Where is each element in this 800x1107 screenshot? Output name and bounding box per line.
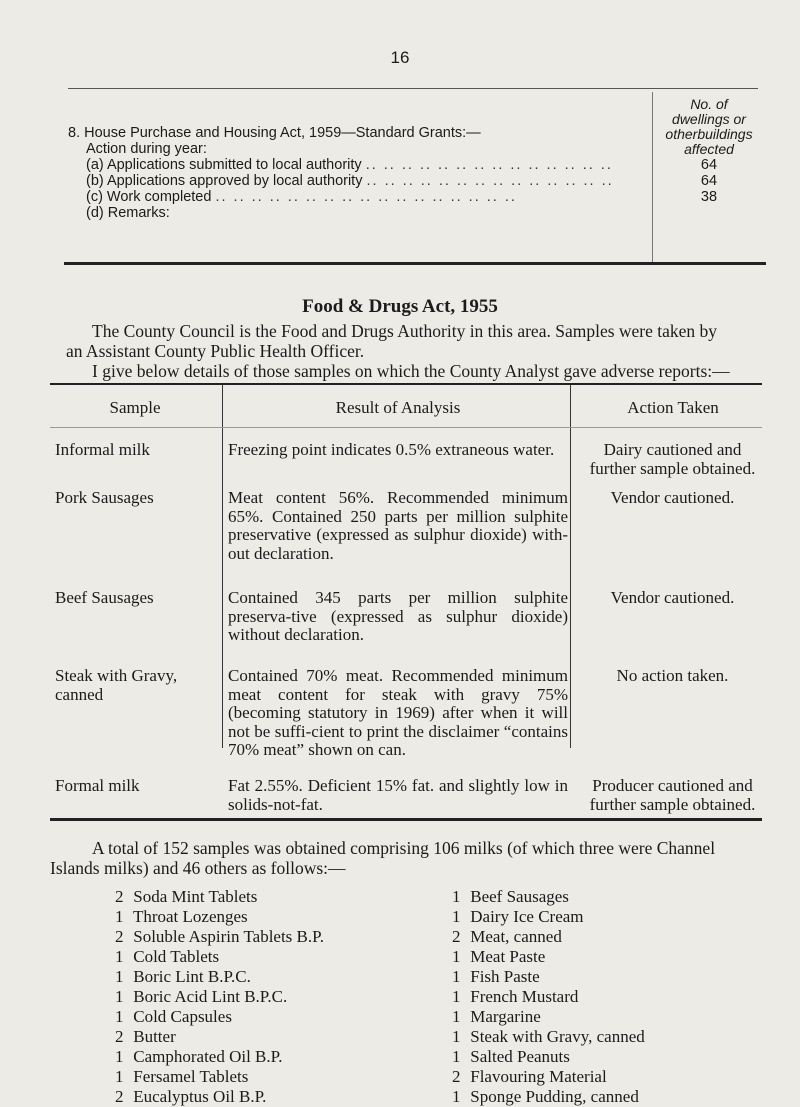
- list-item-name: Salted Peanuts: [470, 1047, 570, 1066]
- list-item-name: Dairy Ice Cream: [470, 907, 584, 926]
- table-header-sample: Sample: [109, 398, 161, 417]
- list-item-name: Sponge Pudding, canned: [470, 1087, 639, 1106]
- list-item-quantity: 2: [115, 1027, 124, 1046]
- list-item-quantity: 1: [115, 987, 124, 1006]
- dwellings-header-line: No. of: [690, 96, 728, 112]
- list-item: [115, 947, 324, 967]
- housing-item-label: (c) Work completed: [86, 190, 212, 205]
- table-cell-result: Contained 70% meat. Recommended minimum meat content for steak with gravy 75% (becoming statutory in 1969) after when it will not be suffi-cient to print the disclaimer “contains 70% meat” shown on can.: [228, 666, 568, 759]
- list-item-quantity: 1: [452, 1027, 461, 1046]
- housing-value-c: 38: [700, 189, 718, 205]
- table-cell-result: Fat 2.55%. Deficient 15% fat. and slightly low in solids-not-fat.: [228, 776, 568, 814]
- list-item: [452, 1027, 645, 1047]
- table-cell-sample: [55, 667, 215, 704]
- list-item: [452, 1007, 645, 1027]
- list-item-name: Margarine: [470, 1007, 541, 1026]
- table-cell-action: Vendor cautioned.: [610, 488, 735, 507]
- list-item-quantity: 1: [452, 987, 461, 1006]
- table-cell-action: Dairy cautioned and further sample obtained.: [589, 440, 756, 478]
- table-cell-action: Producer cautioned and further sample obtained.: [589, 776, 756, 814]
- list-item-quantity: 1: [115, 1007, 124, 1026]
- section-title: Food & Drugs Act, 1955: [302, 296, 498, 317]
- intro-line: The County Council is the Food and Drugs Authority in this area. Samples were taken by: [92, 321, 718, 341]
- list-item-quantity: 1: [452, 947, 461, 966]
- list-item-quantity: 1: [452, 967, 461, 986]
- list-item-name: Boric Lint B.P.C.: [133, 967, 251, 986]
- list-item: [452, 1087, 645, 1107]
- list-item-name: Soda Mint Tablets: [133, 887, 258, 906]
- list-item-quantity: 1: [115, 947, 124, 966]
- housing-item-d: (d) Remarks:: [86, 205, 170, 221]
- list-item-name: Flavouring Material: [470, 1067, 607, 1086]
- list-item-name: Throat Lozenges: [132, 907, 248, 926]
- dwellings-header-line: dwellings or: [672, 111, 746, 127]
- list-item-quantity: 2: [452, 1067, 461, 1086]
- list-item-quantity: 1: [452, 1087, 461, 1106]
- list-item-name: Fish Paste: [470, 967, 540, 986]
- list-item-name: Camphorated Oil B.P.: [133, 1047, 283, 1066]
- list-item-quantity: 1: [452, 887, 461, 906]
- list-item-name: Cold Tablets: [133, 947, 220, 966]
- table-column-rule: [222, 385, 223, 748]
- page-number: 16: [390, 48, 410, 67]
- list-item-name: Eucalyptus Oil B.P.: [133, 1087, 267, 1106]
- list-item: [115, 927, 324, 947]
- list-item-name: Boric Acid Lint B.P.C.: [133, 987, 288, 1006]
- list-item-name: French Mustard: [470, 987, 579, 1006]
- list-item: [115, 1067, 324, 1087]
- housing-heading: 8. House Purchase and Housing Act, 1959—Standard Grants:—: [68, 125, 481, 141]
- list-item-quantity: 1: [115, 1047, 124, 1066]
- list-item: [452, 1067, 645, 1087]
- list-item-name: Steak with Gravy, canned: [470, 1027, 645, 1046]
- list-item: [115, 1087, 324, 1107]
- table-cell-sample: Informal milk: [55, 440, 150, 459]
- table-header-result: Result of Analysis: [335, 398, 461, 417]
- list-item-name: Fersamel Tablets: [133, 1067, 249, 1086]
- list-item-quantity: 1: [115, 967, 124, 986]
- list-item-name: Beef Sausages: [470, 887, 569, 906]
- list-item-quantity: 1: [115, 1067, 124, 1086]
- table-header-action: Action Taken: [627, 398, 719, 417]
- list-item: [115, 887, 324, 907]
- list-item-quantity: 2: [115, 887, 124, 906]
- intro-line: I give below details of those samples on which the County Analyst gave adverse reports:—: [92, 361, 730, 381]
- list-item-quantity: 2: [115, 1087, 124, 1106]
- list-item: [452, 927, 645, 947]
- housing-value-b: 64: [700, 173, 718, 189]
- top-rule: [68, 88, 758, 89]
- list-item-quantity: 1: [452, 1047, 461, 1066]
- housing-item-b: (b) Applications approved by local authority .. .. .. .. .. .. .. .. .. .. .. .. .. ..: [86, 174, 614, 189]
- housing-item-label: (b) Applications approved by local authority: [86, 174, 363, 189]
- list-item-quantity: 1: [452, 907, 461, 926]
- list-item: [452, 987, 645, 1007]
- list-item-quantity: 1: [452, 1007, 461, 1026]
- table-header-rule: [50, 427, 762, 428]
- list-item: [115, 1007, 324, 1027]
- list-item: [115, 987, 324, 1007]
- table-cell-sample: Beef Sausages: [55, 588, 154, 607]
- list-item-name: Meat, canned: [470, 927, 562, 946]
- sample-list-left: [115, 887, 324, 1107]
- table-bottom-rule: [50, 818, 762, 821]
- list-item: [452, 947, 645, 967]
- table-cell-action: No action taken.: [616, 666, 729, 685]
- housing-value-a: 64: [700, 157, 718, 173]
- table-top-rule: [50, 383, 762, 385]
- table-cell-sample: Formal milk: [55, 776, 140, 795]
- list-item: [115, 967, 324, 987]
- table-cell-result: Freezing point indicates 0.5% extraneous water.: [228, 440, 555, 459]
- housing-subheading: Action during year:: [86, 141, 207, 157]
- housing-item-a: (a) Applications submitted to local authority .. .. .. .. .. .. .. .. .. .. .. .. .. ..: [86, 158, 613, 173]
- housing-item-c: (c) Work completed .. .. .. .. .. .. .. .. .. .. .. .. .. .. .. .. ..: [86, 190, 517, 205]
- summary-line: A total of 152 samples was obtained comprising 106 milks (of which three were Channel: [92, 838, 716, 858]
- table-column-rule: [570, 385, 571, 748]
- list-item-name: Cold Capsules: [133, 1007, 232, 1026]
- dwellings-header-line: affected: [684, 141, 734, 157]
- list-item-quantity: 2: [452, 927, 461, 946]
- table-cell-sample: Pork Sausages: [55, 488, 154, 507]
- list-item-name: Soluble Aspirin Tablets B.P.: [133, 927, 324, 946]
- list-item: [115, 1027, 324, 1047]
- table-cell-result: Meat content 56%. Recommended minimum 65%. Contained 250 parts per million sulphite preservative (expressed as sulphur dioxide) with-out declaration.: [228, 488, 568, 563]
- list-item-name: Meat Paste: [470, 947, 546, 966]
- list-item: [452, 907, 645, 927]
- sample-list-right: [452, 887, 645, 1107]
- list-item: [115, 907, 324, 927]
- housing-item-label: (a) Applications submitted to local authority: [86, 158, 362, 173]
- list-item: [452, 967, 645, 987]
- list-item: [115, 1047, 324, 1067]
- list-item-quantity: 1: [115, 907, 124, 926]
- summary-line: Islands milks) and 46 others as follows:—: [50, 858, 346, 878]
- list-item: [452, 1047, 645, 1067]
- table-cell-action: Vendor cautioned.: [610, 588, 735, 607]
- list-item-name: Butter: [133, 1027, 176, 1046]
- list-item-quantity: 2: [115, 927, 124, 946]
- table-cell-sample-text: Steak with Gravy, canned: [55, 666, 178, 704]
- intro-line: an Assistant County Public Health Officer.: [66, 341, 365, 361]
- list-item: [452, 887, 645, 907]
- table-cell-result: Contained 345 parts per million sulphite preserva-tive (expressed as sulphur dioxide) without declaration.: [228, 588, 568, 644]
- section-divider: [64, 262, 766, 265]
- dwellings-header-line: otherbuildings: [665, 126, 753, 142]
